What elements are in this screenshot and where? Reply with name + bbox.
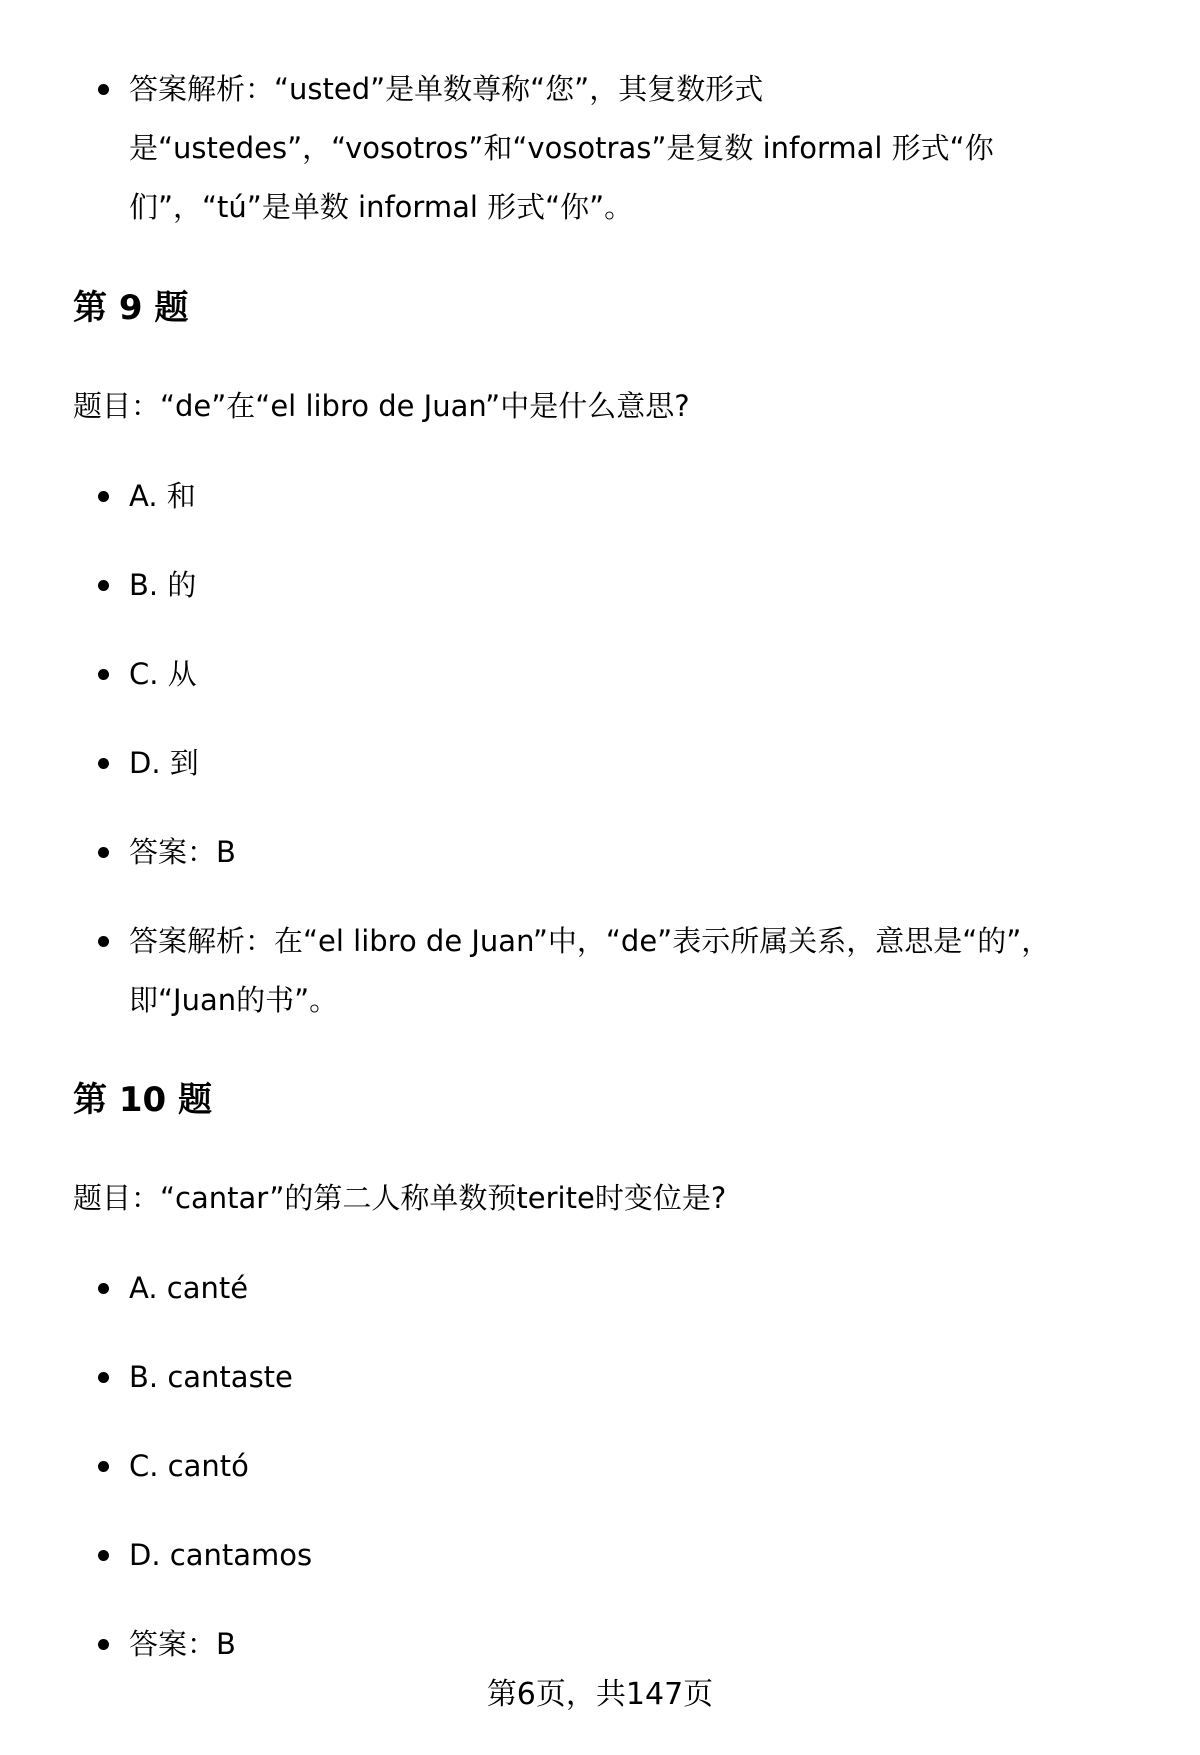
bullet-icon [98, 936, 109, 947]
question-heading: 第 10 题 [73, 1080, 212, 1120]
explanation-line: 们”，“tú”是单数 informal 形式“你”。 [129, 190, 634, 224]
bullet-icon [98, 1461, 109, 1472]
option-label: A. 和 [129, 479, 196, 513]
bullet-icon [98, 1550, 109, 1561]
question-text: 题目：“cantar”的第二人称单数预terite时变位是? [73, 1181, 727, 1215]
bullet-icon [98, 491, 109, 502]
question-text: 题目：“de”在“el libro de Juan”中是什么意思? [73, 389, 690, 423]
option-label: A. canté [129, 1271, 249, 1305]
option-label: B. cantaste [129, 1360, 293, 1394]
option-label: C. cantó [129, 1449, 249, 1483]
explanation-line: 即“Juan的书”。 [129, 983, 339, 1017]
bullet-icon [98, 847, 109, 858]
option-label: D. 到 [129, 746, 199, 780]
bullet-icon [98, 1283, 109, 1294]
bullet-icon [98, 84, 109, 95]
bullet-icon [98, 1372, 109, 1383]
option-label: C. 从 [129, 657, 197, 691]
option-label: D. cantamos [129, 1538, 313, 1572]
answer-text: 答案：B [129, 835, 236, 869]
bullet-icon [98, 758, 109, 769]
bullet-icon [98, 669, 109, 680]
explanation-line: 答案解析：“usted”是单数尊称“您”，其复数形式 [129, 72, 764, 106]
bullet-icon [98, 1639, 109, 1650]
page-indicator: 第6页，共147页 [486, 1677, 714, 1712]
question-heading: 第 9 题 [73, 288, 189, 328]
answer-text: 答案：B [129, 1627, 236, 1661]
explanation-line: 答案解析：在“el libro de Juan”中，“de”表示所属关系，意思是“的”， [129, 924, 1051, 958]
option-label: B. 的 [129, 568, 197, 602]
bullet-icon [98, 580, 109, 591]
explanation-line: 是“ustedes”，“vosotros”和“vosotras”是复数 informal 形式“你 [129, 131, 994, 165]
